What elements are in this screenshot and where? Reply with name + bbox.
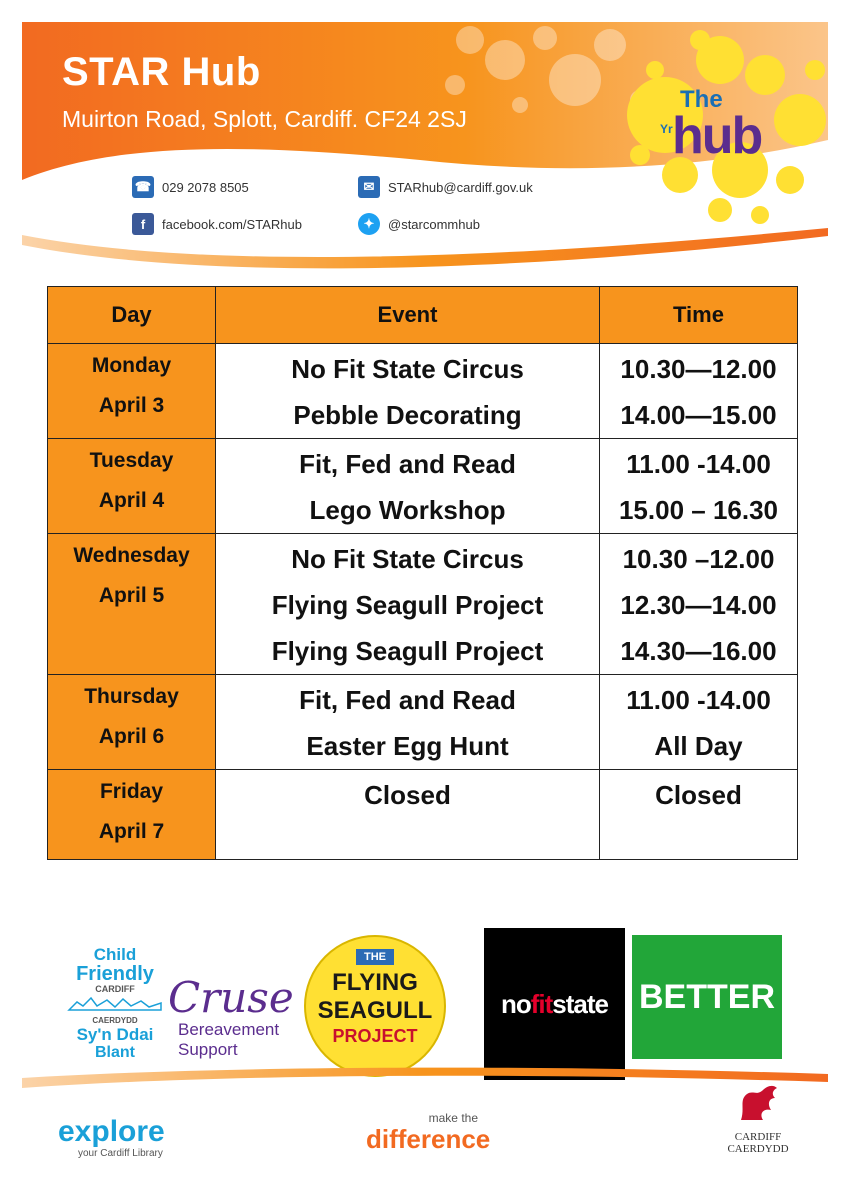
cardiff-skyline-icon <box>67 995 163 1011</box>
child-friendly-line3: CARDIFF <box>95 984 135 994</box>
flying-seagull-line2: SEAGULL <box>317 997 433 1024</box>
time-cell <box>600 439 798 534</box>
event-time: All Day <box>654 731 743 761</box>
day-name: Friday <box>99 780 164 803</box>
event-time: 14.00—15.00 <box>620 400 777 430</box>
facebook-contact <box>132 213 302 235</box>
explore-name: explore <box>58 1115 165 1148</box>
better-logo <box>632 935 782 1059</box>
welsh-dragon-icon <box>733 1080 783 1126</box>
day-name: Monday <box>91 354 172 377</box>
day-cell <box>48 344 216 439</box>
event-name: Fit, Fed and Read <box>299 449 516 479</box>
hub-logo-hub: hub <box>672 107 762 165</box>
event-time: 14.30—16.00 <box>620 636 777 666</box>
header-day: Day <box>48 287 216 344</box>
header-time: Time <box>600 287 798 344</box>
email-contact <box>358 176 533 198</box>
event-cell <box>216 439 600 534</box>
hub-logo-the: The <box>680 86 723 113</box>
event-name: Closed <box>364 780 451 810</box>
hub-logo <box>660 86 780 186</box>
nofitstate-no: no <box>500 988 531 1019</box>
header-event: Event <box>216 287 600 344</box>
twitter-handle: @starcommhub <box>388 216 480 232</box>
schedule-table <box>47 286 798 860</box>
event-name: Fit, Fed and Read <box>299 685 516 715</box>
phone-contact <box>132 176 249 198</box>
flying-seagull-logo <box>304 935 446 1077</box>
event-name: Lego Workshop <box>309 495 506 525</box>
email-icon: ✉ <box>358 176 380 198</box>
child-friendly-logo <box>60 946 170 1064</box>
cruse-logo <box>168 973 298 1066</box>
event-name: No Fit State Circus <box>291 354 524 384</box>
time-cell <box>600 675 798 770</box>
nofitstate-fit: fit <box>530 988 553 1019</box>
time-cell <box>600 534 798 675</box>
table-row <box>48 439 798 534</box>
cardiff-line2: CAERDYDD <box>727 1143 789 1155</box>
day-cell <box>48 675 216 770</box>
event-name: Easter Egg Hunt <box>306 731 509 761</box>
child-friendly-line5: Sy'n Ddai <box>76 1025 154 1044</box>
table-row <box>48 344 798 439</box>
table-header-row <box>48 287 798 344</box>
child-friendly-line6: Blant <box>95 1044 135 1061</box>
event-name: Flying Seagull Project <box>271 590 544 620</box>
day-date: April 4 <box>98 489 165 512</box>
day-cell <box>48 439 216 534</box>
child-friendly-line2: Friendly <box>76 963 154 985</box>
event-time: 10.30 –12.00 <box>622 544 775 574</box>
nofitstate-logo <box>484 928 625 1080</box>
time-cell <box>600 344 798 439</box>
better-text: BETTER <box>639 977 775 1016</box>
event-name: Pebble Decorating <box>293 400 522 430</box>
difference-make: make the <box>428 1111 478 1125</box>
child-friendly-line4: CAERDYDD <box>92 1016 138 1025</box>
day-date: April 6 <box>98 725 165 748</box>
event-name: Flying Seagull Project <box>271 636 544 666</box>
twitter-icon: ✦ <box>358 213 380 235</box>
difference-logo <box>366 1112 496 1158</box>
day-cell <box>48 770 216 860</box>
event-cell <box>216 675 600 770</box>
day-date: April 7 <box>98 820 165 843</box>
day-name: Wednesday <box>73 544 190 567</box>
event-time: 11.00 -14.00 <box>626 449 771 479</box>
nofitstate-state: state <box>552 988 608 1019</box>
email-address: STARhub@cardiff.gov.uk <box>388 179 533 195</box>
day-name: Tuesday <box>89 449 174 472</box>
time-cell <box>600 770 798 860</box>
twitter-contact <box>358 213 480 235</box>
cruse-line2: Bereavement <box>178 1020 280 1039</box>
event-cell <box>216 534 600 675</box>
cruse-line3: Support <box>178 1040 238 1059</box>
facebook-link: facebook.com/STARhub <box>162 216 302 232</box>
event-name: No Fit State Circus <box>291 544 524 574</box>
phone-number: 029 2078 8505 <box>162 179 249 195</box>
hub-address: Muirton Road, Splott, Cardiff. CF24 2SJ <box>62 106 467 132</box>
day-cell <box>48 534 216 675</box>
phone-icon: ☎ <box>132 176 154 198</box>
day-name: Thursday <box>84 685 179 708</box>
event-time: 11.00 -14.00 <box>626 685 771 715</box>
difference-word: difference <box>366 1124 491 1154</box>
flying-seagull-line3: PROJECT <box>332 1026 418 1046</box>
explore-logo <box>58 1116 188 1160</box>
table-row <box>48 534 798 675</box>
explore-sub: your Cardiff Library <box>78 1148 163 1159</box>
event-time: 12.30—14.00 <box>620 590 777 620</box>
day-date: April 3 <box>98 394 165 417</box>
event-cell <box>216 344 600 439</box>
table-row <box>48 675 798 770</box>
page-title: STAR Hub <box>62 50 261 94</box>
event-cell <box>216 770 600 860</box>
event-time: Closed <box>655 780 742 810</box>
table-row <box>48 770 798 860</box>
child-friendly-line1: Child <box>93 945 137 964</box>
hub-logo-yr: Yr <box>660 122 673 136</box>
facebook-icon: f <box>132 213 154 235</box>
cardiff-council-logo <box>718 1080 798 1160</box>
event-time: 10.30—12.00 <box>620 354 777 384</box>
cruse-name: Cruse <box>168 973 294 1022</box>
flying-seagull-the: THE <box>356 949 394 965</box>
day-date: April 5 <box>98 584 165 607</box>
cardiff-line1: CARDIFF <box>734 1131 782 1143</box>
flying-seagull-line1: FLYING <box>332 969 418 996</box>
event-time: 15.00 – 16.30 <box>618 495 779 525</box>
